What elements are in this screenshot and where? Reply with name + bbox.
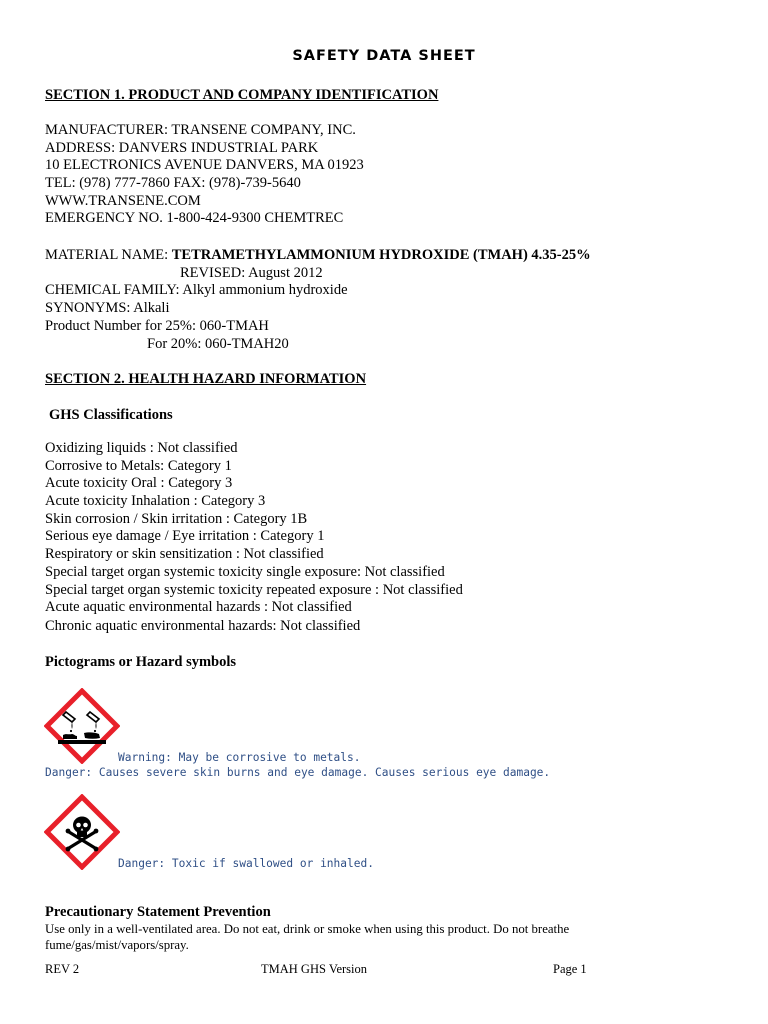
company-line-phone: TEL: (978) 777-7860 FAX: (978)-739-5640 <box>45 175 301 191</box>
footer-page-number: Page 1 <box>553 962 587 976</box>
company-line-address: ADDRESS: DANVERS INDUSTRIAL PARK <box>45 140 319 156</box>
company-line-website: WWW.TRANSENE.COM <box>45 193 201 209</box>
product-number-25: Product Number for 25%: 060-TMAH <box>45 318 269 334</box>
classification-item: Serious eye damage / Eye irritation : Category 1 <box>45 528 325 544</box>
revised-date: REVISED: August 2012 <box>180 265 323 281</box>
classification-item: Oxidizing liquids : Not classified <box>45 440 238 456</box>
product-number-20: For 20%: 060-TMAH20 <box>147 336 289 352</box>
footer-revision: REV 2 <box>45 962 80 976</box>
precaution-text-line1: Use only in a well-ventilated area. Do not eat, drink or smoke when using this product. Do not breathe <box>45 922 570 936</box>
material-name-row <box>45 247 591 265</box>
classification-item: Corrosive to Metals: Category 1 <box>45 458 232 474</box>
classification-item: Skin corrosion / Skin irritation : Category 1B <box>45 511 308 527</box>
chemical-family: CHEMICAL FAMILY: Alkyl ammonium hydroxide <box>45 282 348 298</box>
precautionary-prevention-heading: Precautionary Statement Prevention <box>45 904 271 920</box>
classification-item: Special target organ systemic toxicity repeated exposure : Not classified <box>45 582 463 598</box>
material-name-value: TETRAMETHYLAMMONIUM HYDROXIDE (TMAH) 4.35-25% <box>171 247 591 263</box>
skull-crossbones-pictogram-icon <box>44 794 120 870</box>
classification-item: Acute aquatic environmental hazards : Not classified <box>45 599 352 615</box>
classification-item: Acute toxicity Oral : Category 3 <box>45 475 233 491</box>
pictograms-heading: Pictograms or Hazard symbols <box>45 654 237 670</box>
section1-heading: SECTION 1. PRODUCT AND COMPANY IDENTIFICATION <box>45 87 439 103</box>
document-title: SAFETY DATA SHEET <box>292 48 476 64</box>
company-line-street: 10 ELECTRONICS AVENUE DANVERS, MA 01923 <box>45 157 364 173</box>
section2-heading: SECTION 2. HEALTH HAZARD INFORMATION <box>45 371 367 387</box>
corrosion-pictogram-icon <box>44 688 120 764</box>
classification-item: Respiratory or skin sensitization : Not classified <box>45 546 324 562</box>
footer-version: TMAH GHS Version <box>261 962 368 976</box>
precaution-text-line2: fume/gas/mist/vapors/spray. <box>45 938 189 952</box>
classification-item: Chronic aquatic environmental hazards: Not classified <box>45 618 361 634</box>
company-line-emergency: EMERGENCY NO. 1-800-424-9300 CHEMTREC <box>45 210 344 226</box>
material-name-label: MATERIAL NAME: <box>45 247 172 263</box>
company-line-manufacturer: MANUFACTURER: TRANSENE COMPANY, INC. <box>45 122 356 138</box>
classification-item: Special target organ systemic toxicity single exposure: Not classified <box>45 564 445 580</box>
ghs-classifications-heading: GHS Classifications <box>49 407 173 423</box>
pictogram1-danger-statement: Danger: Causes severe skin burns and eye damage. Causes serious eye damage. <box>45 766 551 779</box>
synonyms: SYNONYMS: Alkali <box>45 300 170 316</box>
classification-item: Acute toxicity Inhalation : Category 3 <box>45 493 266 509</box>
pictogram1-warning-statement: Warning: May be corrosive to metals. <box>118 751 361 764</box>
pictogram2-danger-statement: Danger: Toxic if swallowed or inhaled. <box>118 857 374 870</box>
